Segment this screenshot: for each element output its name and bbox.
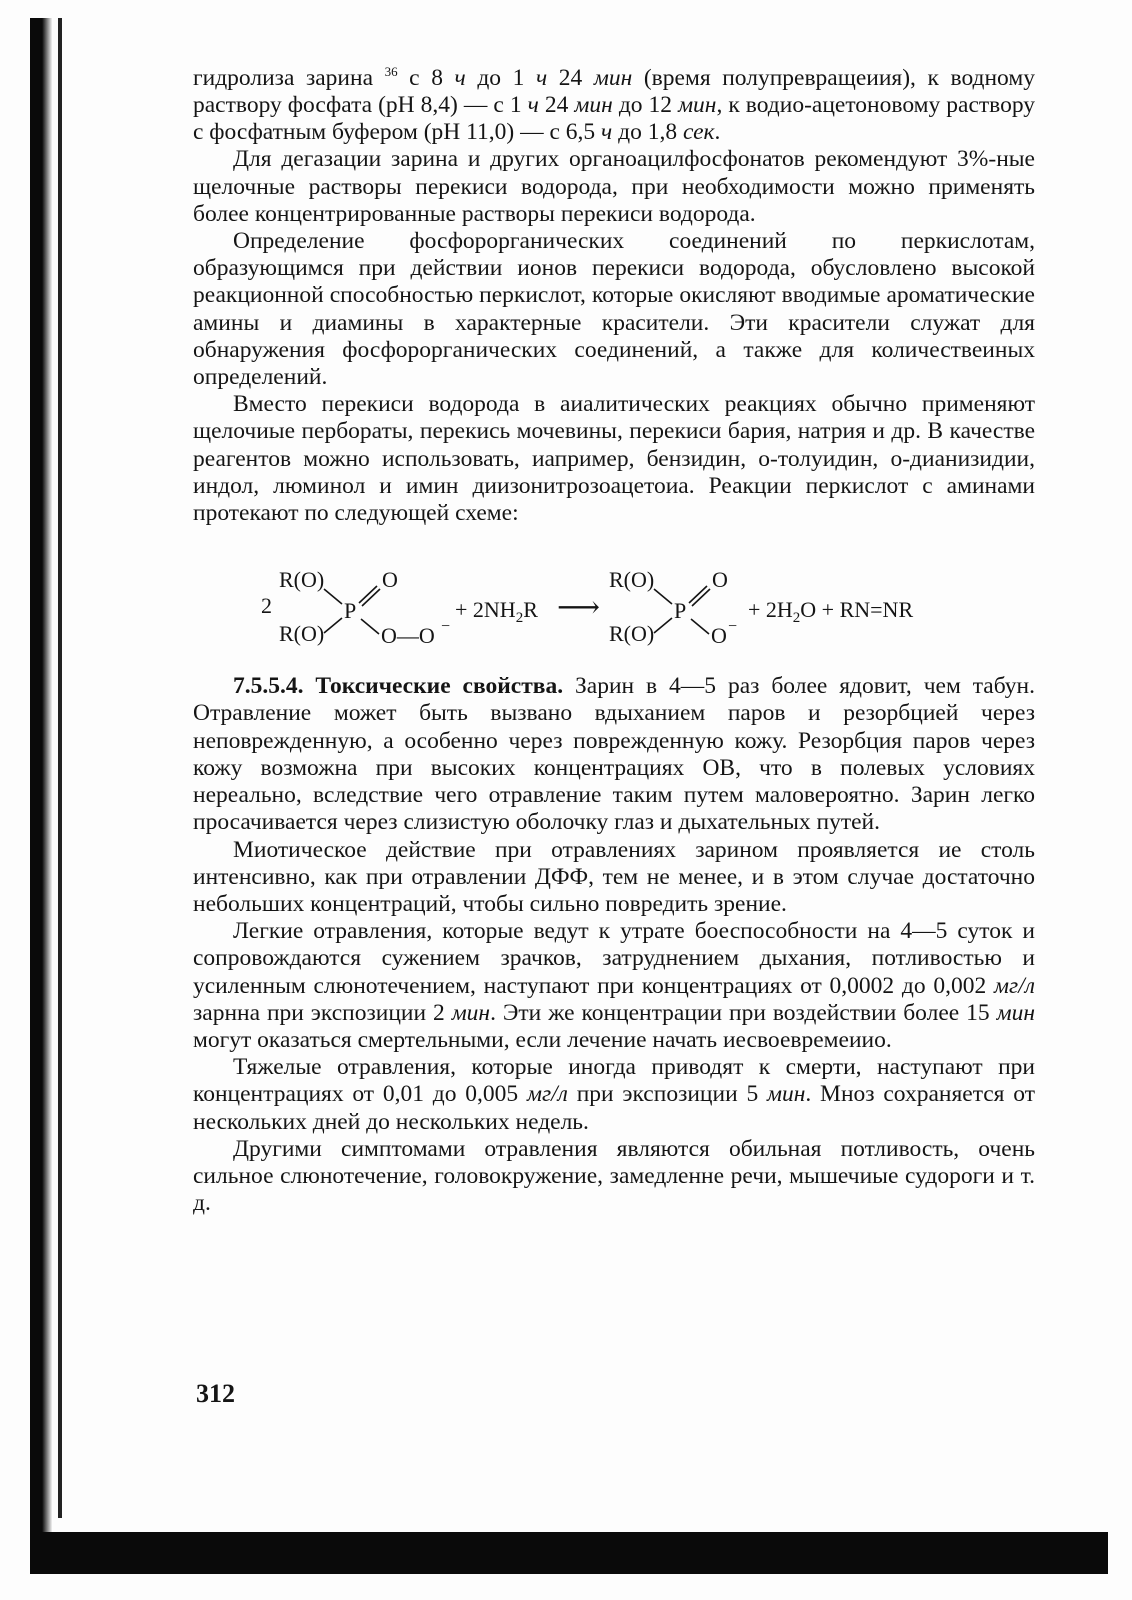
r-bottom-right: R(O) (609, 621, 655, 647)
scan-bottom-shadow (30, 1532, 1108, 1574)
section-heading: 7.5.5.4. Токсические свойства. (233, 673, 564, 700)
oxo-right: O (712, 567, 728, 593)
paragraph-toxic-properties: 7.5.5.4. Токсические свойства. Зарин в 4—5 раз более ядовит, чем табун. Отравление может быть вызвано вдыханием паров и резорбцией через неповрежденную, а особенно через поврежденную кожу. Резорбция паров через кожу возможна при высоких концентрациях ОВ, что в полевых условиях нереально, вследствие чего отравление таким путем маловероятно. Зарин легко просачивается через слизистую оболочку глаз и дыхательных путей. (193, 673, 1035, 836)
paragraph-detection: Определение фосфорорганических соединений по перкислотам, образующимся при действии ионов перекиси водорода, обусловлено высокой реакционной способностью перкислот, которые окисляют вводимые ароматические амины и диамины в характерные красители. Эти красители служат для обнаружения фосфорорганических соединений, а также для количествеиных определений. (193, 228, 1035, 391)
oxo-left: O (382, 567, 398, 593)
footnote-ref: 36 (384, 64, 398, 79)
reaction-scheme (193, 527, 1035, 673)
body-text (193, 58, 1035, 1217)
charge-left: − (441, 618, 451, 636)
reaction-arrow: ⟶ (557, 591, 601, 625)
r-top-left: R(O) (279, 567, 325, 593)
paragraph-reagents: Вместо перекиси водорода в аиалитических реакциях обычно применяют щелочиые пербораты, перекись мочевины, перекиси бария, натрия и др. В качестве реагентов можно использовать, иапример, бензидин, о-толуидин, о-дианизидии, индол, люминол и имин диизонитрозоацетоиа. Реакции перкислот с аминами протекают по следующей схеме: (193, 391, 1035, 527)
paragraph-severe-poisoning: Тяжелые отравления, которые иногда приводят к смерти, наступают при концентрациях от 0,01 до 0,005 мг/л при экспозиции 5 мин. Мноз сохраняется от нескольких дней до нескольких недель. (193, 1054, 1035, 1135)
paragraph-degassing: Для дегазации зарина и других органоацилфосфонатов рекомендуют 3%-ные щелочные растворы перекиси водорода, при необходимости можно применять более концентрированные растворы перекиси водорода. (193, 146, 1035, 227)
paragraph-light-poisoning: Легкие отравления, которые ведут к утрате боеспособности на 4—5 суток и сопровождаются сужением зрачков, затруднением дыхания, потливостью и усиленным слюнотечением, наступают при концентрациях от 0,0002 до 0,002 мг/л зарнна при экспозиции 2 мин. Эти же концентрации при воздействии более 15 мин могут оказаться смертельными, если лечение начать иесвоевремеиио. (193, 918, 1035, 1053)
paragraph-miotic: Миотическое действие при отравлениях зарином проявляется ие столь интенсивно, как при отравлении ДФФ, тем не менее, и в этом случае достаточно небольших концентраций, чтобы сильно повредить зрение. (193, 836, 1035, 917)
coefficient: 2 (261, 593, 272, 619)
scan-binding-line (58, 18, 62, 1518)
phosphorus-left: P (344, 598, 357, 624)
paragraph-hydrolysis: гидролиза зарина $^{36}$ с 8 ч до 1 ч 24 мин (время полупревращеиия), к водному раствору фосфата (pH 8,4) — с 1 ч 24 мин до 12 мин, к водио-ацетоновому раствору с фосфатным буфером (pH 11,0) — с 6,5 ч до 1,8 сек. (193, 64, 1036, 146)
r-bottom-left: R(O) (279, 621, 325, 647)
oxide-right: O (711, 623, 727, 649)
byproducts: + $2H_2O + RN=NR$ (748, 597, 914, 627)
charge-right: − (728, 618, 738, 636)
amine-term: + $2NH_2R$ (455, 597, 538, 627)
phosphorus-right: P (674, 598, 687, 624)
paragraph-symptoms: Другими симптомами отравления являются обильная потливость, очень сильное слюнотечение, головокружение, замедленне речи, мышечиые судороги и т. д. (193, 1135, 1035, 1217)
r-top-right: R(O) (609, 567, 655, 593)
page-number: 312 (196, 1379, 235, 1408)
peroxy-chain: O—O (381, 623, 435, 649)
scan-binding-shadow (30, 18, 52, 1538)
